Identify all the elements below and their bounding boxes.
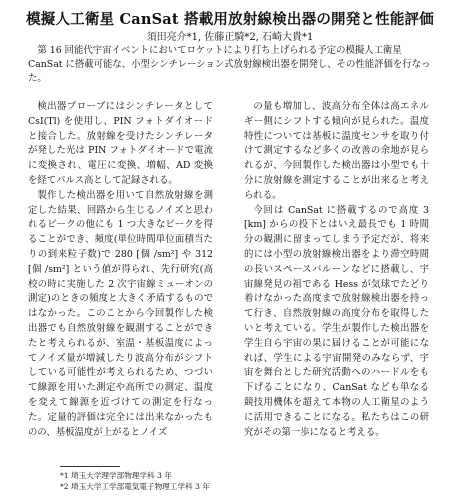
abstract-text: 第 16 回能代宇宙イベントにおいてロケットにより打ち上げられる予定の模擬人工衛星 CanSat に搭載可能な、小型シンチレーション式放射線検出器を開発し、その性能評価を行なった。: [28, 45, 431, 85]
footnote-rule: [60, 466, 120, 467]
paragraph: 製作した検出器を用いて自然放射線を測定した結果、回路から生じるノイズと思われるピークの他にも 1 つ大きなピークを得ることができ、頻度(単位時間単位面積当たりの到来粒子数)で 280 [個 /sm²] や 312 [個 /sm²] という値が得られ、先行研究(高校の時に実施した 2 次宇宙線ミューオンの測定)のときの頻度と大きく矛盾するものではなかった。このことから今回製作した検出器でも自然放射線を観測することができたと考えられるが、室温・基板温度によってノイズ量が増減したり波高分布がシフトしている可能性が考えられるため、つづいて線源を用いた測定や高所での測定、温度を変えて線源を近づけての測定を行なった。定量的評価は完全には出来なかったものの、基板温度が上がるとノイズ: [28, 189, 213, 438]
right-column: [244, 100, 429, 440]
left-column: [28, 100, 213, 440]
author-list: 須田亮介*1, 佐藤正騎*2, 石崎大貴*1: [146, 32, 314, 43]
footnote: *2 埼玉大学工学部電気電子物理工学科 3 年: [60, 482, 210, 491]
footnotes: [60, 470, 210, 492]
paper-title: 模擬人工衛星 CanSat 搭載用放射線検出器の開発と性能評価: [26, 11, 434, 28]
paragraph: の量も増加し、波高分布全体は高エネルギー側にシフトする傾向が見られた。温度特性については基板に温度センサを取り付けて測定するなど多くの改善の余地が見られるが、今回製作した検出器は小型でも十分に放射線を測定することが出来ると考えられる。: [244, 101, 429, 201]
abstract: [28, 44, 432, 87]
paragraph: 今回は CanSat に搭載するので高度 3 [km] からの投下とはいえ最長でも 1 時間分の観測に留まってしまう予定だが、将来的には小型の放射線検出器をより滞空時間の長いスペースバルーンなどに搭載し、宇宙線発見の祖である Hess が気球でたどり着けなかった高度まで放射線検出器を持って行き、自然放射線の高度分布を取得したいと考えている。学生が製作した検出器を学生自ら宇宙の果に届けることが可能になれば、学生による宇宙開発のみならず、宇宙を舞台とした研究活動へのハードルをも下げることになり、CanSat なども単なる競技用機体を超えて本物の人工衛星のように活用できることになる。私たちはこの研究がその第一歩になると考える。: [244, 204, 429, 438]
paragraph: 検出器プローブにはシンチレータとして CsI(Tl) を使用し、PIN フォトダイオードと接合した。放射線を受けたシンチレータが発した光は PIN フォトダイオードで電流に変換され、電圧に変換、増幅、AD 変換を経てパルス高として記録される。: [28, 101, 213, 186]
footnote: *1 埼玉大学理学部物理学科 3 年: [60, 471, 172, 480]
